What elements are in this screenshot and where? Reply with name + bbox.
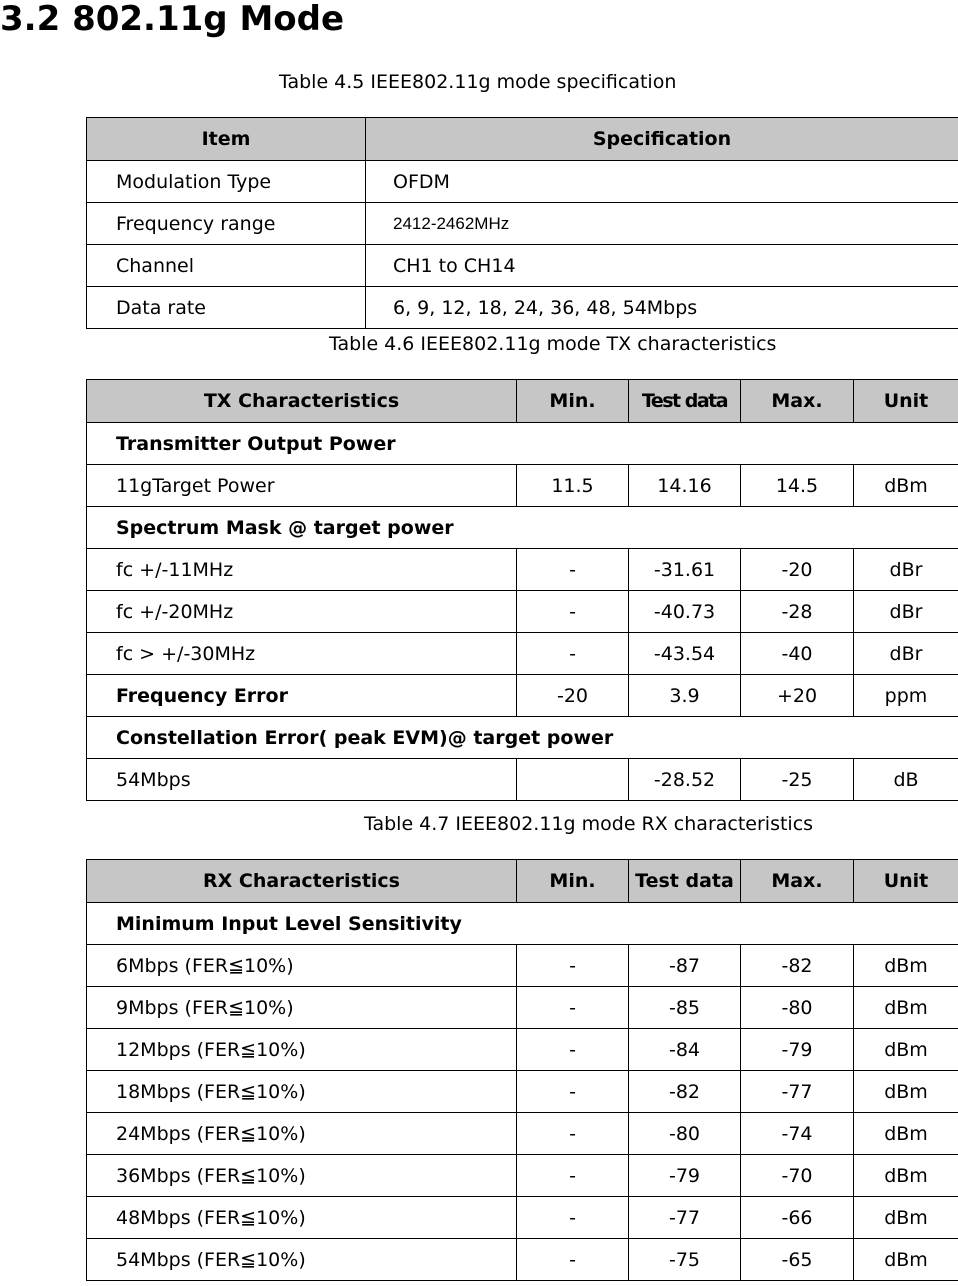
header-max: Max.: [741, 860, 854, 903]
section-title: 3.2 802.11g Mode: [0, 0, 345, 39]
cell-min: -: [517, 987, 629, 1029]
table-row: [87, 1239, 958, 1281]
table-row: [87, 1155, 958, 1197]
table-row: [87, 161, 958, 203]
header-test-data: Test data: [629, 860, 741, 903]
cell-unit: dBr: [854, 633, 958, 675]
cell-test-data: -40.73: [629, 591, 741, 633]
header-unit: Unit: [854, 860, 958, 903]
cell-spec: 6, 9, 12, 18, 24, 36, 48, 54Mbps: [366, 287, 958, 329]
header-rx-characteristics: RX Characteristics: [87, 860, 517, 903]
header-item: Item: [87, 118, 366, 161]
cell-label: 6Mbps (FER≦10%): [87, 945, 517, 987]
cell-min: 11.5: [517, 465, 629, 507]
cell-test-data: -75: [629, 1239, 741, 1281]
table-row: [87, 203, 958, 245]
cell-test-data: -82: [629, 1071, 741, 1113]
cell-max: -70: [741, 1155, 854, 1197]
cell-min: -20: [517, 675, 629, 717]
cell-label: 54Mbps: [87, 759, 517, 801]
cell-label: 36Mbps (FER≦10%): [87, 1155, 517, 1197]
cell-unit: dBm: [854, 1197, 958, 1239]
table3-caption: Table 4.7 IEEE802.11g mode RX characteristics: [364, 813, 814, 835]
cell-max: -25: [741, 759, 854, 801]
cell-test-data: 14.16: [629, 465, 741, 507]
cell-label: fc +/-20MHz: [87, 591, 517, 633]
header-specification: Specification: [366, 118, 958, 161]
cell-label: 24Mbps (FER≦10%): [87, 1113, 517, 1155]
cell-max: -66: [741, 1197, 854, 1239]
table-row: [87, 549, 958, 591]
cell-label: 54Mbps (FER≦10%): [87, 1239, 517, 1281]
table-header-row: [87, 118, 958, 161]
cell-test-data: -79: [629, 1155, 741, 1197]
cell-max: -80: [741, 987, 854, 1029]
header-unit: Unit: [854, 380, 958, 423]
section-row: [87, 507, 958, 549]
section-row: [87, 423, 958, 465]
cell-min: -: [517, 549, 629, 591]
cell-min: -: [517, 1113, 629, 1155]
cell-min: -: [517, 1029, 629, 1071]
cell-label: fc +/-11MHz: [87, 549, 517, 591]
table-row: [87, 465, 958, 507]
table-row: [87, 1197, 958, 1239]
cell-min: -: [517, 591, 629, 633]
cell-item: Modulation Type: [87, 161, 366, 203]
cell-min: -: [517, 633, 629, 675]
cell-test-data: -80: [629, 1113, 741, 1155]
cell-test-data: -85: [629, 987, 741, 1029]
header-min: Min.: [517, 860, 629, 903]
table-row: [87, 591, 958, 633]
cell-unit: dBr: [854, 591, 958, 633]
cell-item: Data rate: [87, 287, 366, 329]
tx-table: [86, 379, 958, 801]
cell-item: Channel: [87, 245, 366, 287]
table1-caption: Table 4.5 IEEE802.11g mode specification: [279, 71, 677, 93]
cell-item: Frequency range: [87, 203, 366, 245]
cell-test-data: -77: [629, 1197, 741, 1239]
table-row: [87, 633, 958, 675]
cell-label: fc > +/-30MHz: [87, 633, 517, 675]
section-sensitivity: Minimum Input Level Sensitivity: [87, 903, 958, 945]
cell-unit: dBm: [854, 465, 958, 507]
section-row: [87, 903, 958, 945]
cell-max: -28: [741, 591, 854, 633]
table-row: [87, 759, 958, 801]
cell-min: -: [517, 945, 629, 987]
header-min: Min.: [517, 380, 629, 423]
cell-test-data: -87: [629, 945, 741, 987]
cell-max: -20: [741, 549, 854, 591]
table-row: [87, 1029, 958, 1071]
section-row: [87, 717, 958, 759]
cell-unit: ppm: [854, 675, 958, 717]
cell-unit: dBm: [854, 1029, 958, 1071]
cell-min: -: [517, 1155, 629, 1197]
section-output-power: Transmitter Output Power: [87, 423, 958, 465]
table-row: [87, 945, 958, 987]
cell-max: -40: [741, 633, 854, 675]
cell-unit: dBr: [854, 549, 958, 591]
cell-test-data: -84: [629, 1029, 741, 1071]
cell-test-data: -43.54: [629, 633, 741, 675]
table-row: [87, 287, 958, 329]
cell-unit: dBm: [854, 1113, 958, 1155]
cell-label: 18Mbps (FER≦10%): [87, 1071, 517, 1113]
cell-spec: CH1 to CH14: [366, 245, 958, 287]
cell-spec: 2412-2462MHz: [366, 203, 958, 245]
cell-max: +20: [741, 675, 854, 717]
cell-max: -79: [741, 1029, 854, 1071]
cell-unit: dBm: [854, 945, 958, 987]
spec-table: [86, 117, 958, 329]
table-row: [87, 675, 958, 717]
cell-unit: dBm: [854, 1239, 958, 1281]
table-row: [87, 1071, 958, 1113]
cell-unit: dBm: [854, 1071, 958, 1113]
cell-label-frequency-error: Frequency Error: [87, 675, 517, 717]
cell-label: 48Mbps (FER≦10%): [87, 1197, 517, 1239]
cell-unit: dBm: [854, 1155, 958, 1197]
header-test-data: Test data: [629, 380, 741, 423]
cell-min: -: [517, 1239, 629, 1281]
cell-test-data: 3.9: [629, 675, 741, 717]
cell-label: 11gTarget Power: [87, 465, 517, 507]
header-max: Max.: [741, 380, 854, 423]
cell-max: -74: [741, 1113, 854, 1155]
rx-table: [86, 859, 958, 1281]
cell-test-data: -31.61: [629, 549, 741, 591]
cell-unit: dBm: [854, 987, 958, 1029]
cell-test-data: -28.52: [629, 759, 741, 801]
table-row: [87, 1113, 958, 1155]
table-header-row: [87, 860, 958, 903]
table-row: [87, 245, 958, 287]
cell-label: 9Mbps (FER≦10%): [87, 987, 517, 1029]
table2-caption: Table 4.6 IEEE802.11g mode TX characteristics: [329, 333, 777, 355]
cell-max: -65: [741, 1239, 854, 1281]
header-tx-characteristics: TX Characteristics: [87, 380, 517, 423]
table-row: [87, 987, 958, 1029]
section-constellation: Constellation Error( peak EVM)@ target power: [87, 717, 958, 759]
table-header-row: [87, 380, 958, 423]
cell-min: -: [517, 1197, 629, 1239]
section-spectrum-mask: Spectrum Mask @ target power: [87, 507, 958, 549]
cell-min: [517, 759, 629, 801]
cell-min: -: [517, 1071, 629, 1113]
cell-label: 12Mbps (FER≦10%): [87, 1029, 517, 1071]
cell-max: 14.5: [741, 465, 854, 507]
cell-max: -77: [741, 1071, 854, 1113]
cell-max: -82: [741, 945, 854, 987]
cell-spec: OFDM: [366, 161, 958, 203]
cell-unit: dB: [854, 759, 958, 801]
